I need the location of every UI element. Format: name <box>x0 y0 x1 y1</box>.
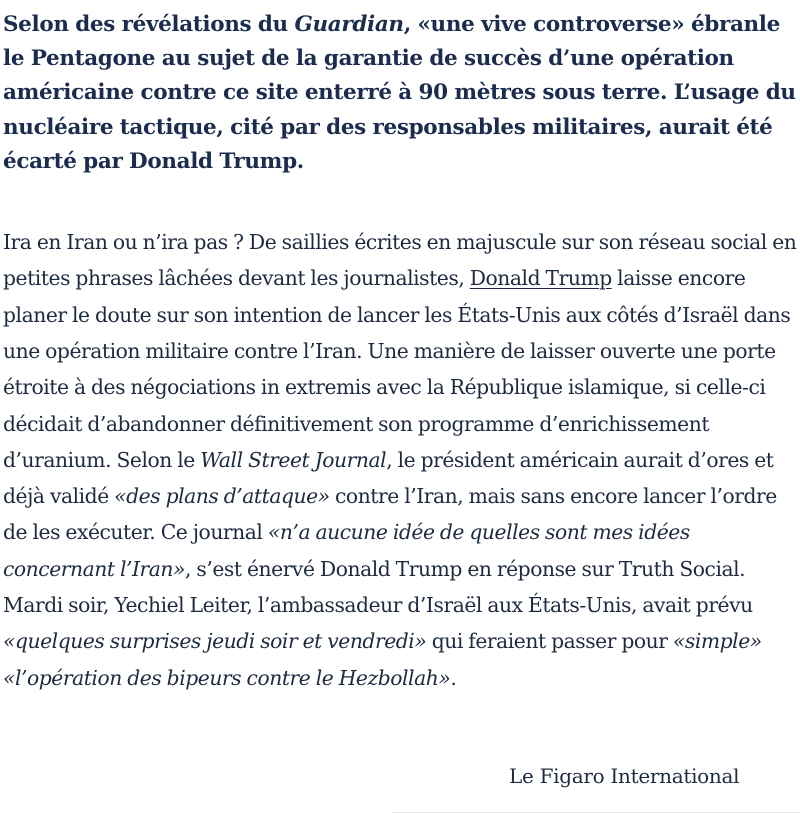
body-text-5: , s’est énervé Donald Trump en réponse sur Truth Social. Mardi soir, Yechiel Leiter, l’ambassadeur d’Israël aux États-Unis, avait prévu <box>3 556 753 617</box>
body-quote-simple: «simple» <box>672 629 762 654</box>
lead-guardian: Guardian <box>294 12 404 37</box>
body-text-6: qui feraient passer pour <box>426 629 673 654</box>
lead-text-2: , «une vive controverse» ébranle le Pentagone au sujet de la garantie de succès d’une opération américaine contre ce site enterré à 90 mètres sous terre. L’usage du nucléaire tactique, cité par des responsables militaires, aurait été écarté par Donald Trump. <box>3 12 796 174</box>
article-lead <box>3 0 800 179</box>
article-body <box>3 224 800 696</box>
body-quote-idee: «n’a aucune idée de quelles sont mes idées concernant l’Iran» <box>3 520 690 581</box>
body-quote-surprises: «quelques surprises jeudi soir et vendredi» <box>3 629 427 654</box>
body-quote-bipeurs: «l’opération des bipeurs contre le Hezbollah» <box>3 665 451 690</box>
lead-text-1: Selon des révélations du <box>3 12 295 37</box>
body-text-4: contre l’Iran, mais sans encore lancer l’ordre de les exécuter. Ce journal <box>3 484 777 545</box>
body-text-8: . <box>450 665 457 690</box>
body-quote-plans: «des plans d’attaque» <box>114 484 330 509</box>
article <box>3 0 800 696</box>
body-text-3: , le président américain aurait d’ores et déjà validé <box>3 447 774 509</box>
body-text-1: Ira en Iran ou n’ira pas ? De saillies écrites en majuscule sur son réseau social en petites phrases lâchées devant les journalistes, <box>3 230 797 291</box>
body-wsj: Wall Street Journal <box>200 447 387 472</box>
donald-trump-link[interactable]: Donald Trump <box>469 266 612 291</box>
body-text-2: laisse encore planer le doute sur son intention de lancer les États-Unis aux côtés d’Israël dans une opération militaire contre l’Iran. Une manière de laisser ouverte une porte étroite à des négociations in extremis avec la République islamique, si celle-ci décidait d’abandonner définitivement son programme d’enrichissement d’uranium. Selon le <box>3 266 791 472</box>
source-credit: Le Figaro International <box>509 764 740 788</box>
